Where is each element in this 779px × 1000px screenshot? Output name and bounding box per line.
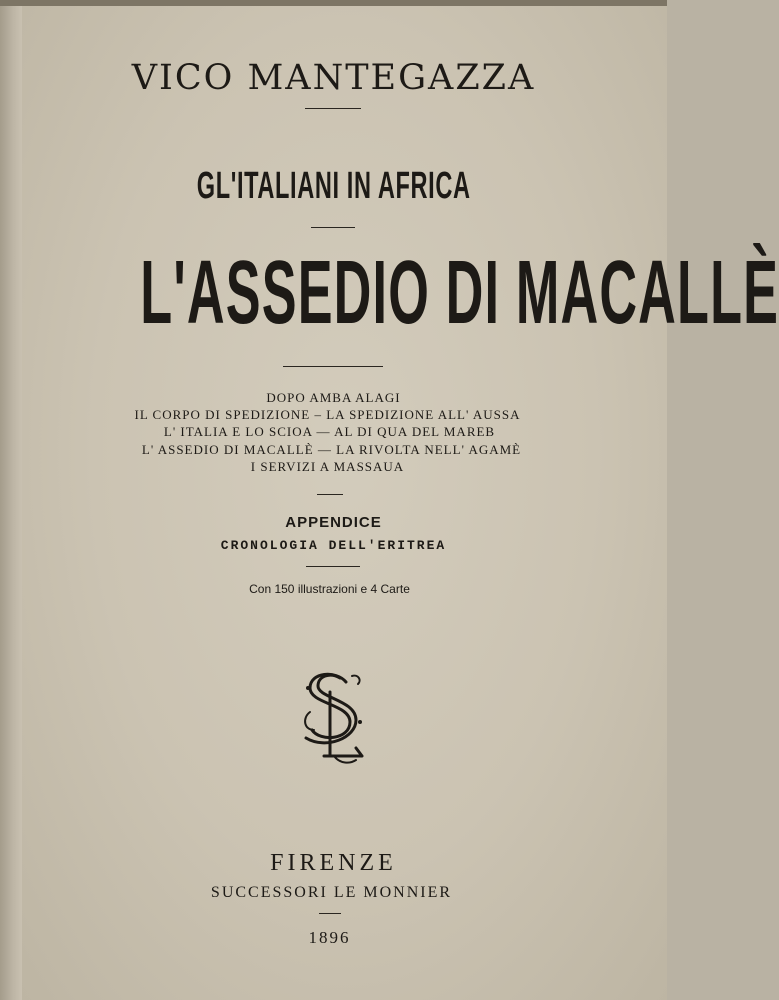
imprint-publisher: SUCCESSORI LE MONNIER bbox=[210, 884, 453, 901]
contents-line: DOPO AMBA ALAGI bbox=[266, 390, 401, 405]
book-title: L'ASSEDIO DI MACALLÈ bbox=[140, 243, 779, 343]
appendix-subtitle: CRONOLOGIA DELL'ERITREA bbox=[220, 538, 447, 553]
appendix-divider bbox=[306, 566, 360, 567]
series-title: GL'ITALIANI IN AFRICA bbox=[196, 165, 471, 207]
imprint-city: FIRENZE bbox=[270, 850, 397, 876]
contents-line: IL CORPO DI SPEDIZIONE – LA SPEDIZIONE ALL' AUSSA bbox=[134, 407, 521, 422]
appendix-label: APPENDICE bbox=[285, 514, 382, 531]
imprint-year: 1896 bbox=[308, 928, 351, 947]
illustrations-note: Con 150 illustrazioni e 4 Carte bbox=[249, 582, 410, 596]
author-name: VICO MANTEGAZZA bbox=[131, 58, 536, 98]
imprint-divider bbox=[319, 913, 341, 914]
contents-line: I SERVIZI A MASSAUA bbox=[250, 459, 405, 474]
contents-line: L' ITALIA E LO SCIOA — AL DI QUA DEL MAREB bbox=[163, 424, 496, 439]
publisher-monogram-icon bbox=[296, 668, 368, 768]
contents-line: L' ASSEDIO DI MACALLÈ — LA RIVOLTA NELL' AGAMÈ bbox=[141, 442, 522, 457]
contents-divider bbox=[317, 494, 343, 495]
series-divider bbox=[311, 227, 355, 228]
top-page-edge bbox=[0, 0, 667, 6]
author-divider bbox=[305, 108, 361, 109]
title-divider bbox=[283, 366, 383, 367]
